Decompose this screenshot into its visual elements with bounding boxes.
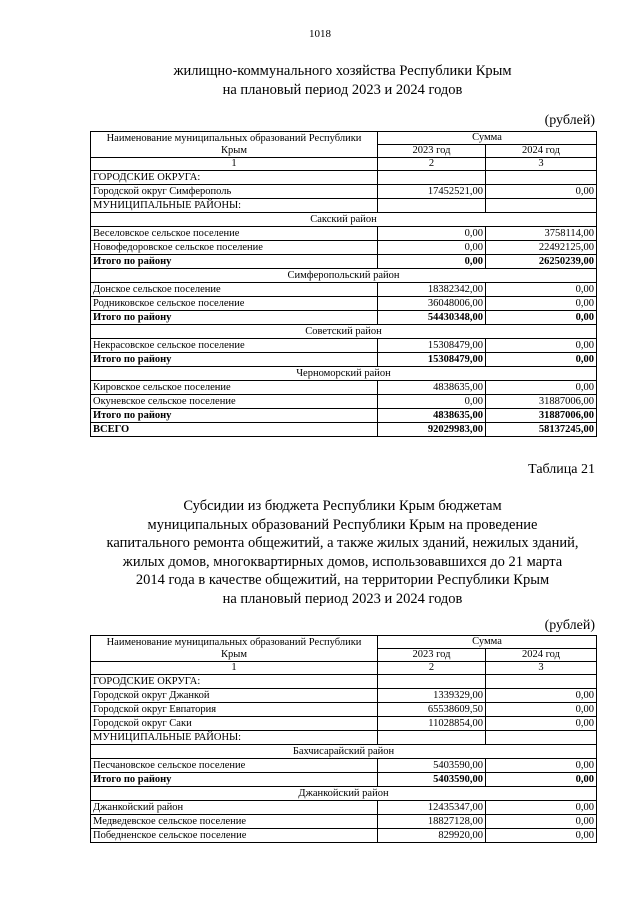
value-2024: 0,00 bbox=[486, 815, 597, 829]
value-2024 bbox=[486, 199, 597, 213]
value-2023: 12435347,00 bbox=[378, 801, 486, 815]
row-name: Городской округ Саки bbox=[91, 717, 378, 731]
table-row bbox=[91, 801, 597, 815]
page-number: 1018 bbox=[309, 28, 331, 40]
value-2023 bbox=[378, 675, 486, 689]
row-name: Донское сельское поселение bbox=[91, 283, 378, 297]
row-name: Итого по району bbox=[91, 409, 378, 423]
row-name: ГОРОДСКИЕ ОКРУГА: bbox=[91, 171, 378, 185]
table-row bbox=[91, 283, 597, 297]
table21-title bbox=[90, 497, 595, 608]
value-2024: 0,00 bbox=[486, 689, 597, 703]
section-name: Бахчисарайский район bbox=[91, 745, 597, 759]
value-2024: 3758114,00 bbox=[486, 227, 597, 241]
value-2023: 54430348,00 bbox=[378, 311, 486, 325]
value-2024: 0,00 bbox=[486, 339, 597, 353]
header-sum: Сумма bbox=[378, 636, 597, 649]
value-2023: 17452521,00 bbox=[378, 185, 486, 199]
unit-label: (рублей) bbox=[544, 113, 595, 128]
title-line: капитального ремонта общежитий, а также жилых зданий, нежилых зданий, bbox=[106, 535, 579, 551]
value-2023: 1339329,00 bbox=[378, 689, 486, 703]
value-2024: 0,00 bbox=[486, 829, 597, 843]
title-line: муниципальных образований Республики Крым на проведение bbox=[147, 516, 538, 533]
value-2024: 0,00 bbox=[486, 801, 597, 815]
value-2023: 36048006,00 bbox=[378, 297, 486, 311]
header-col-num: 1 bbox=[91, 158, 378, 171]
header-name: Наименование муниципальных образований Республики Крым bbox=[91, 636, 378, 662]
value-2023: 5403590,00 bbox=[378, 773, 486, 787]
row-name: Новофедоровское сельское поселение bbox=[91, 241, 378, 255]
value-2024: 26250239,00 bbox=[486, 255, 597, 269]
table-row bbox=[91, 675, 597, 689]
value-2023: 4838635,00 bbox=[378, 381, 486, 395]
value-2023: 15308479,00 bbox=[378, 353, 486, 367]
value-2023: 11028854,00 bbox=[378, 717, 486, 731]
row-name: Городской округ Евпатория bbox=[91, 703, 378, 717]
table21-label: Таблица 21 bbox=[528, 462, 595, 477]
value-2023 bbox=[378, 171, 486, 185]
header-col-num: 1 bbox=[91, 662, 378, 675]
table-row bbox=[91, 339, 597, 353]
row-name: ГОРОДСКИЕ ОКРУГА: bbox=[91, 675, 378, 689]
value-2023: 829920,00 bbox=[378, 829, 486, 843]
header-year-2023: 2023 год bbox=[378, 145, 486, 158]
table-row bbox=[91, 171, 597, 185]
table-row bbox=[91, 703, 597, 717]
table-row bbox=[91, 199, 597, 213]
header-year-2023: 2023 год bbox=[378, 649, 486, 662]
total-row bbox=[91, 423, 597, 437]
table-row bbox=[91, 395, 597, 409]
header-col-num: 3 bbox=[486, 662, 597, 675]
total-row bbox=[91, 255, 597, 269]
section-row bbox=[91, 787, 597, 801]
header-col-num: 3 bbox=[486, 158, 597, 171]
section-name: Черноморский район bbox=[91, 367, 597, 381]
section-name: Советский район bbox=[91, 325, 597, 339]
row-name: МУНИЦИПАЛЬНЫЕ РАЙОНЫ: bbox=[91, 199, 378, 213]
value-2024: 0,00 bbox=[486, 773, 597, 787]
value-2024 bbox=[486, 675, 597, 689]
value-2024: 0,00 bbox=[486, 185, 597, 199]
title-line: 2014 года в качестве общежитий, на территории Республики Крым bbox=[135, 572, 550, 588]
title-line: жилищно-коммунального хозяйства Республики Крым bbox=[173, 63, 512, 79]
table-row bbox=[91, 815, 597, 829]
row-name: Медведевское сельское поселение bbox=[91, 815, 378, 829]
value-2024: 0,00 bbox=[486, 297, 597, 311]
table-row bbox=[91, 759, 597, 773]
value-2023: 15308479,00 bbox=[378, 339, 486, 353]
value-2024: 22492125,00 bbox=[486, 241, 597, 255]
row-name: Песчановское сельское поселение bbox=[91, 759, 378, 773]
total-row bbox=[91, 311, 597, 325]
header-col-num: 2 bbox=[378, 662, 486, 675]
row-name: Джанкойский район bbox=[91, 801, 378, 815]
value-2023: 0,00 bbox=[378, 395, 486, 409]
row-name: Некрасовское сельское поселение bbox=[91, 339, 378, 353]
value-2024: 58137245,00 bbox=[486, 423, 597, 437]
title-line: на плановый период 2023 и 2024 годов bbox=[222, 590, 463, 607]
header-name: Наименование муниципальных образований Республики Крым bbox=[91, 132, 378, 158]
value-2023: 65538609,50 bbox=[378, 703, 486, 717]
value-2023: 5403590,00 bbox=[378, 759, 486, 773]
section-name: Джанкойский район bbox=[91, 787, 597, 801]
header-col-num: 2 bbox=[378, 158, 486, 171]
row-name: Городской округ Симферополь bbox=[91, 185, 378, 199]
value-2024 bbox=[486, 731, 597, 745]
total-row bbox=[91, 409, 597, 423]
row-name: Итого по району bbox=[91, 255, 378, 269]
unit-label: (рублей) bbox=[544, 618, 595, 633]
value-2023: 0,00 bbox=[378, 227, 486, 241]
value-2023: 18382342,00 bbox=[378, 283, 486, 297]
section-row bbox=[91, 367, 597, 381]
section-name: Симферопольский район bbox=[91, 269, 597, 283]
budget-table-2 bbox=[90, 635, 597, 843]
value-2024: 31887006,00 bbox=[486, 409, 597, 423]
value-2023: 92029983,00 bbox=[378, 423, 486, 437]
row-name: МУНИЦИПАЛЬНЫЕ РАЙОНЫ: bbox=[91, 731, 378, 745]
table-row bbox=[91, 227, 597, 241]
table-row bbox=[91, 689, 597, 703]
header-year-2024: 2024 год bbox=[486, 649, 597, 662]
row-name: Веселовское сельское поселение bbox=[91, 227, 378, 241]
budget-table-1 bbox=[90, 131, 597, 437]
row-name: Кировское сельское поселение bbox=[91, 381, 378, 395]
top-title bbox=[90, 62, 595, 99]
total-row bbox=[91, 353, 597, 367]
row-name: Родниковское сельское поселение bbox=[91, 297, 378, 311]
section-row bbox=[91, 745, 597, 759]
value-2024: 0,00 bbox=[486, 717, 597, 731]
value-2024: 0,00 bbox=[486, 283, 597, 297]
value-2023 bbox=[378, 731, 486, 745]
title-line: жилых домов, многоквартирных домов, использовавшихся до 21 марта bbox=[122, 553, 563, 570]
table-row bbox=[91, 381, 597, 395]
header-sum: Сумма bbox=[378, 132, 597, 145]
row-name: Окуневское сельское поселение bbox=[91, 395, 378, 409]
row-name: Итого по району bbox=[91, 311, 378, 325]
title-line: Субсидии из бюджета Республики Крым бюджетам bbox=[183, 498, 502, 514]
value-2024: 31887006,00 bbox=[486, 395, 597, 409]
value-2023: 0,00 bbox=[378, 241, 486, 255]
section-name: Сакский район bbox=[91, 213, 597, 227]
value-2023 bbox=[378, 199, 486, 213]
value-2024: 0,00 bbox=[486, 759, 597, 773]
row-name: Городской округ Джанкой bbox=[91, 689, 378, 703]
table-row bbox=[91, 717, 597, 731]
table-row bbox=[91, 185, 597, 199]
value-2024: 0,00 bbox=[486, 381, 597, 395]
total-row bbox=[91, 773, 597, 787]
row-name: Итого по району bbox=[91, 773, 378, 787]
row-name: Итого по району bbox=[91, 353, 378, 367]
value-2023: 0,00 bbox=[378, 255, 486, 269]
section-row bbox=[91, 269, 597, 283]
title-line: на плановый период 2023 и 2024 годов bbox=[222, 81, 463, 98]
value-2024: 0,00 bbox=[486, 703, 597, 717]
table-row bbox=[91, 297, 597, 311]
section-row bbox=[91, 325, 597, 339]
table-row bbox=[91, 241, 597, 255]
row-name: Победненское сельское поселение bbox=[91, 829, 378, 843]
value-2024: 0,00 bbox=[486, 353, 597, 367]
row-name: ВСЕГО bbox=[91, 423, 378, 437]
table-row bbox=[91, 731, 597, 745]
value-2023: 4838635,00 bbox=[378, 409, 486, 423]
value-2023: 18827128,00 bbox=[378, 815, 486, 829]
value-2024: 0,00 bbox=[486, 311, 597, 325]
table-row bbox=[91, 829, 597, 843]
value-2024 bbox=[486, 171, 597, 185]
section-row bbox=[91, 213, 597, 227]
header-year-2024: 2024 год bbox=[486, 145, 597, 158]
